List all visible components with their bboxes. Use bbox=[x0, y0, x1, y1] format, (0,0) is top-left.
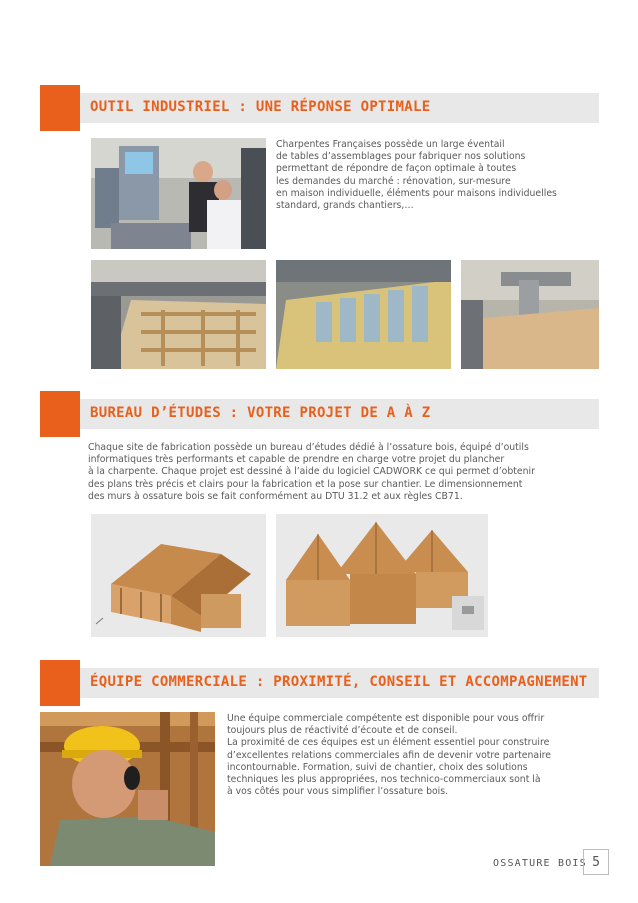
text-line: Une équipe commerciale compétente est disponible pour vous offrir bbox=[227, 713, 545, 724]
section-accent-block bbox=[40, 391, 80, 437]
text-line: à la charpente. Chaque projet est dessiné à l’aide du logiciel CADWORK ce qui permet d’obtenir bbox=[88, 466, 535, 478]
text-line: en maison individuelle, éléments pour maisons individuelles bbox=[276, 187, 557, 199]
section-text-equipe-commerciale bbox=[227, 713, 551, 798]
section-title: ÉQUIPE COMMERCIALE : PROXIMITÉ, CONSEIL ET ACCOMPAGNEMENT bbox=[90, 674, 588, 690]
photo-panels-assembly bbox=[276, 260, 451, 369]
text-line: techniques les plus appropriées, nos technico-commerciaux sont là bbox=[227, 774, 541, 786]
text-line: d’excellentes relations commerciales afin de devenir votre partenaire bbox=[227, 749, 551, 761]
text-line: les demandes du marché : rénovation, sur-mesure bbox=[276, 175, 511, 187]
photo-wall-frame-table bbox=[91, 260, 266, 369]
text-line: toujours plus de réactivité d’écoute et de conseil. bbox=[227, 725, 458, 737]
text-line: des murs à ossature bois se fait conformément au DTU 31.2 et aux règles CB71. bbox=[88, 490, 463, 502]
cad-render-house-with-gables bbox=[276, 514, 488, 637]
photo-operators-at-control-panel bbox=[91, 138, 266, 249]
section-text-bureau-etudes bbox=[88, 442, 535, 503]
text-line: standard, grands chantiers,… bbox=[276, 200, 414, 212]
photo-cnc-machine bbox=[461, 260, 599, 369]
section-header-equipe-commerciale bbox=[40, 668, 599, 698]
page-number: 5 bbox=[583, 849, 609, 875]
section-accent-block bbox=[40, 85, 80, 131]
text-line: de tables d’assemblages pour fabriquer nos solutions bbox=[276, 151, 526, 163]
text-line: Charpentes Françaises possède un large éventail bbox=[276, 139, 505, 150]
section-title: OUTIL INDUSTRIEL : UNE RÉPONSE OPTIMALE bbox=[90, 99, 431, 115]
text-line: permettant de répondre de façon optimale à toutes bbox=[276, 163, 517, 175]
section-text-outil-industriel bbox=[276, 139, 557, 212]
text-line: des plans très précis et clairs pour la fabrication et la pose sur chantier. Le dimensionnement bbox=[88, 478, 523, 490]
cad-render-timber-frame-house bbox=[91, 514, 266, 637]
text-line: à vos côtés pour vous simplifier l’ossature bois. bbox=[227, 786, 449, 798]
text-line: La proximité de ces équipes est un élément essentiel pour construire bbox=[227, 737, 550, 749]
section-header-outil-industriel bbox=[40, 93, 599, 123]
section-accent-block bbox=[40, 660, 80, 706]
text-line: incontournable. Formation, suivi de chantier, choix des solutions bbox=[227, 761, 528, 773]
photo-worker-hard-hat-phone bbox=[40, 712, 215, 866]
text-line: informatiques très performants et capable de prendre en charge votre projet du plancher bbox=[88, 454, 505, 466]
section-header-bureau-etudes bbox=[40, 399, 599, 429]
section-title: BUREAU D’ÉTUDES : VOTRE PROJET DE A À Z bbox=[90, 405, 431, 421]
text-line: Chaque site de fabrication possède un bureau d’études dédié à l’ossature bois, équipé d’outils bbox=[88, 442, 529, 453]
footer-label: OSSATURE BOIS bbox=[493, 858, 587, 869]
